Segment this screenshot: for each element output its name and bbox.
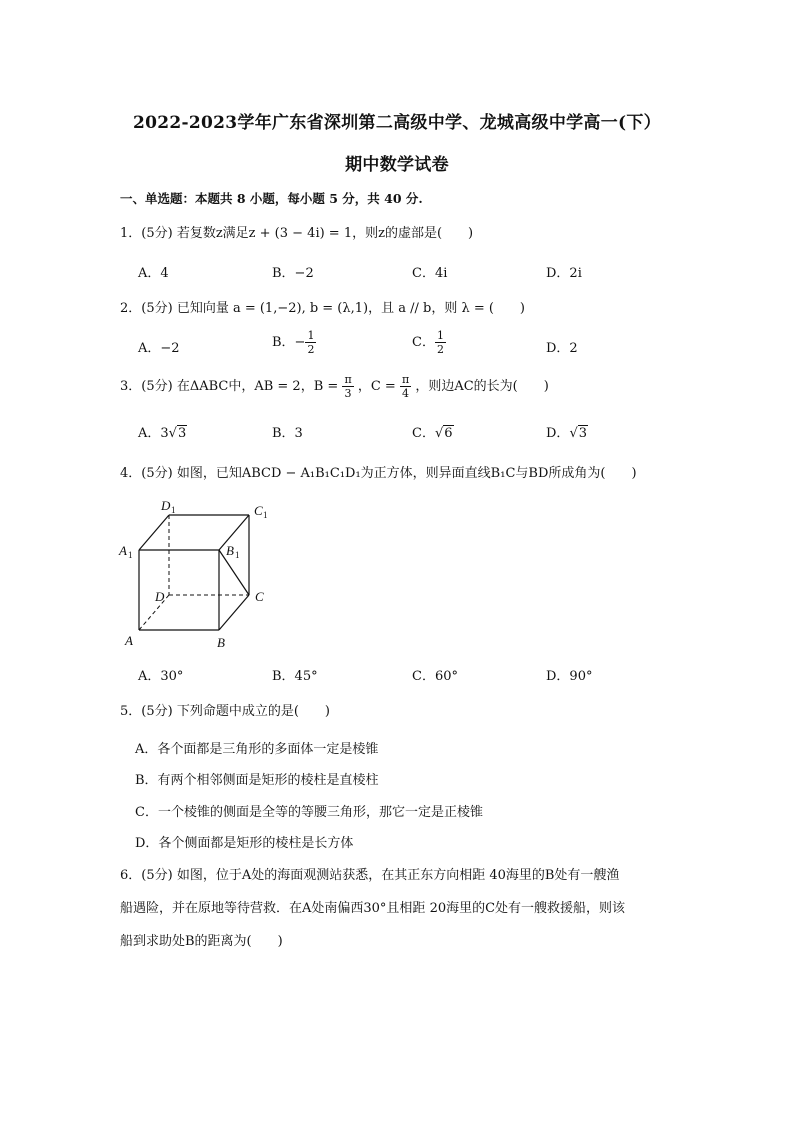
q1-option-d: D．2i bbox=[546, 266, 582, 281]
fraction-denominator: 4 bbox=[402, 387, 410, 400]
edge-a1d1 bbox=[139, 515, 169, 550]
q2-option-b bbox=[272, 330, 316, 355]
q1-option-a: A．4 bbox=[138, 266, 169, 281]
vertex-label-c: C bbox=[255, 589, 264, 604]
vertex-subscript-b1: 1 bbox=[235, 550, 240, 560]
sqrt-symbol: √3 bbox=[569, 426, 588, 441]
vertex-label-b: B bbox=[217, 635, 225, 650]
question-6-line2: 船遇险，并在原地等待营救．在A处南偏西30°且相距 20海里的C处有一艘救援船，则该 bbox=[120, 901, 626, 916]
q2-option-a: A．−2 bbox=[138, 341, 180, 356]
q2-option-c-label: C． bbox=[412, 335, 435, 350]
vertex-subscript-d1: 1 bbox=[171, 505, 176, 515]
exam-title-line2: 期中数学试卷 bbox=[345, 155, 449, 175]
q4-option-c: C．60° bbox=[412, 669, 458, 684]
vertex-label-d1: D bbox=[161, 498, 171, 513]
fraction-numerator: π bbox=[401, 373, 410, 386]
q3-middle: ，C = bbox=[357, 379, 396, 394]
sqrt-symbol: √6 bbox=[434, 426, 453, 441]
q3-option-c bbox=[412, 422, 454, 441]
sqrt-radicand: 3 bbox=[578, 426, 588, 441]
q4-option-d: D．90° bbox=[546, 669, 593, 684]
q3-angle-c-fraction bbox=[400, 374, 411, 399]
fraction-denominator: 3 bbox=[344, 387, 352, 400]
edge-b1c1 bbox=[219, 515, 249, 550]
fraction-numerator: 1 bbox=[436, 329, 444, 342]
q3-option-a bbox=[138, 422, 187, 441]
vertex-subscript-a1: 1 bbox=[128, 550, 133, 560]
q3-prefix: 3．(5分) 在ΔABC中，AB = 2，B = bbox=[120, 379, 339, 394]
fraction-numerator: π bbox=[344, 373, 352, 386]
q3-option-b: B．3 bbox=[272, 426, 303, 441]
sqrt-symbol: √3 bbox=[168, 426, 187, 441]
edge-bc bbox=[219, 595, 249, 630]
q3-suffix: ，则边AC的长为( ) bbox=[415, 379, 549, 394]
hidden-edge-ad bbox=[139, 595, 169, 630]
q3-option-d bbox=[546, 422, 588, 441]
section-heading: 一、单选题：本题共 8 小题，每小题 5 分，共 40 分. bbox=[120, 191, 423, 206]
q5-option-d: D．各个侧面都是矩形的棱柱是长方体 bbox=[135, 836, 354, 851]
q2-option-c-fraction bbox=[435, 330, 446, 355]
q2-option-b-fraction bbox=[305, 330, 316, 355]
q5-option-b: B．有两个相邻侧面是矩形的棱柱是直棱柱 bbox=[135, 773, 379, 788]
question-5-text: 5．(5分) 下列命题中成立的是( ) bbox=[120, 704, 330, 719]
question-2-text: 2．(5分) 已知向量 a = (1,−2), b = (λ,1)，且 a // b，则 λ = ( ) bbox=[120, 301, 525, 316]
cube-figure bbox=[115, 495, 285, 655]
sqrt-radicand: 6 bbox=[444, 426, 453, 441]
question-6-line3: 船到求助处B的距离为( ) bbox=[120, 934, 283, 949]
fraction-numerator: 1 bbox=[307, 329, 315, 342]
vertex-label-c1: C bbox=[254, 503, 263, 518]
q2-option-c bbox=[412, 330, 446, 355]
q4-option-b: B．45° bbox=[272, 669, 318, 684]
q2-option-d: D．2 bbox=[546, 341, 578, 356]
q4-option-a: A．30° bbox=[138, 669, 184, 684]
exam-title-line1: 2022-2023学年广东省深圳第二高级中学、龙城高级中学高一(下） bbox=[133, 113, 661, 133]
question-3-text bbox=[120, 374, 549, 399]
q5-option-c: C．一个棱锥的侧面是全等的等腰三角形，那它一定是正棱锥 bbox=[135, 805, 483, 820]
sqrt-radicand: 3 bbox=[177, 426, 187, 441]
q3-option-d-label: D． bbox=[546, 426, 570, 441]
diagonal-b1c bbox=[219, 550, 249, 595]
vertex-label-a1: A bbox=[119, 543, 127, 558]
vertex-subscript-c1: 1 bbox=[263, 510, 268, 520]
q3-option-c-label: C． bbox=[412, 426, 435, 441]
fraction-denominator: 2 bbox=[307, 343, 315, 356]
vertex-label-b1: B bbox=[226, 543, 234, 558]
q1-option-c: C．4i bbox=[412, 266, 448, 281]
vertex-label-a: A bbox=[125, 633, 133, 648]
fraction-denominator: 2 bbox=[436, 343, 444, 356]
q2-option-b-label: B．− bbox=[272, 335, 306, 350]
q3-option-a-label: A．3 bbox=[138, 426, 169, 441]
q3-angle-b-fraction bbox=[342, 374, 353, 399]
question-4-text: 4．(5分) 如图，已知ABCD − A₁B₁C₁D₁为正方体，则异面直线B₁C与BD所成角为( ) bbox=[120, 466, 637, 481]
question-6-line1: 6．(5分) 如图，位于A处的海面观测站获悉，在其正东方向相距 40海里的B处有一艘渔 bbox=[120, 868, 620, 883]
vertex-label-d: D bbox=[155, 589, 165, 604]
q5-option-a: A．各个面都是三角形的多面体一定是棱锥 bbox=[135, 742, 379, 757]
question-1-text: 1．(5分) 若复数z满足z + (3 − 4i) = 1，则z的虚部是( ) bbox=[120, 226, 474, 241]
q1-option-b: B．−2 bbox=[272, 266, 314, 281]
